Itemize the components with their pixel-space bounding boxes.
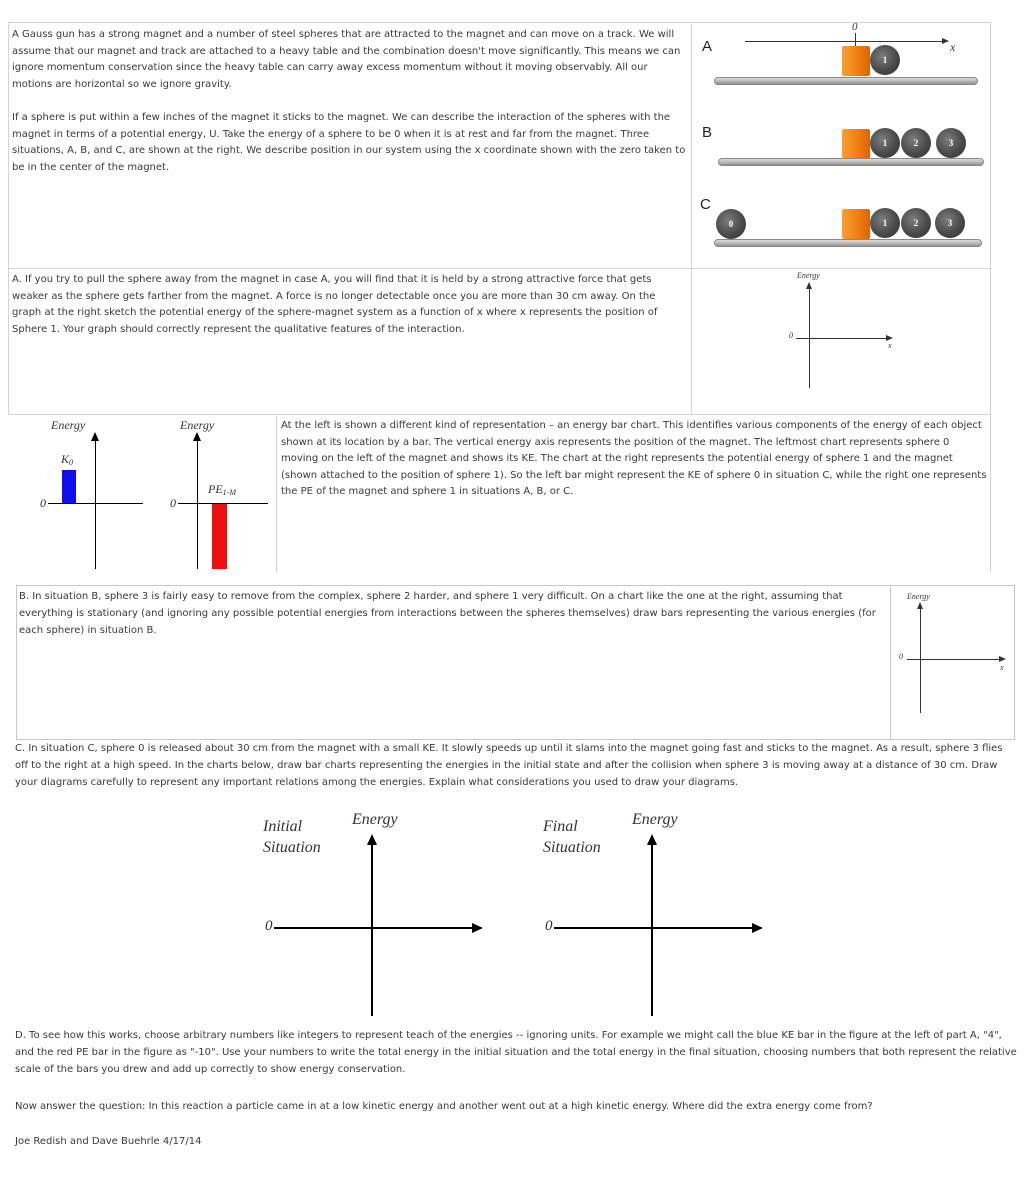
track-c bbox=[714, 239, 982, 247]
x-axis-zero-label: 0 bbox=[852, 21, 858, 33]
part-b-x-axis bbox=[907, 659, 1001, 660]
magnet-b bbox=[842, 129, 870, 159]
part-a-x-axis bbox=[796, 338, 888, 339]
final-x-axis bbox=[554, 927, 754, 929]
initial-ylabel: Energy bbox=[352, 811, 398, 828]
bar-chart-explanation: At the left is shown a different kind of representation – an energy bar chart. This identifies various components of the energy of each object shown at its location by a bar. The vertical energy axis represents the position of the magnet. The leftmost chart represents sphere 0 moving on the left of the magnet and shows its KE. The chart at the right represents the potential energy of sphere 1 and the magnet (shown attached to the position of sphere 1). So the left bar might represent the KE of sphere 0 in situation C, while the right one represents the PE of the magnet and sphere 1 in situations A, B, or C. bbox=[281, 420, 987, 498]
initial-label-line-2: Situation bbox=[263, 839, 321, 856]
track-a bbox=[714, 77, 978, 85]
sphere-c-1: 1 bbox=[870, 208, 900, 238]
sphere-b-1: 1 bbox=[870, 128, 900, 158]
table-row-divider-1 bbox=[8, 268, 991, 269]
table-border-left bbox=[8, 22, 9, 414]
sphere-c-2: 2 bbox=[901, 208, 931, 238]
magnet-c bbox=[842, 209, 870, 239]
table-row-divider-2 bbox=[8, 414, 991, 415]
ke-bar bbox=[62, 470, 76, 503]
bar-chart-left-ylabel: Energy bbox=[51, 418, 86, 432]
table-border-top bbox=[8, 22, 991, 23]
situation-b-label: B bbox=[702, 124, 713, 141]
part-b-graph-x: x bbox=[1000, 663, 1004, 672]
pe-bar-label-main: PE bbox=[208, 482, 223, 496]
part-a-graph-zero: 0 bbox=[789, 331, 793, 340]
sphere-c-3: 3 bbox=[935, 208, 965, 238]
part-d-text: D. To see how this works, choose arbitrary numbers like integers to represent teach of the energies -- ignoring units. For example we might call the blue KE bar in the figure at the left of part A, "4", and the red PE bar in the figure as "-10". Use your numbers to write the total energy in the initial situation and the total energy in the final situation, choosing numbers that both represent the relative scale of the bars you drew and add up correctly to show energy conservation. bbox=[15, 1030, 1017, 1075]
part-a-graph-x: x bbox=[888, 341, 892, 350]
bar-chart-left-y-axis bbox=[95, 440, 96, 569]
situation-c-label: C bbox=[700, 196, 711, 213]
pe-bar-label bbox=[208, 482, 236, 497]
magnet-a bbox=[842, 46, 870, 76]
bar-chart-right-zero: 0 bbox=[170, 496, 176, 510]
pe-bar-label-sub: 1-M bbox=[222, 488, 236, 497]
final-question: Now answer the question: In this reaction a particle came in at a low kinetic energy and another went out at a high kinetic energy. Where did the extra energy come from? bbox=[15, 1101, 873, 1112]
final-y-axis bbox=[651, 843, 653, 1016]
initial-x-axis bbox=[274, 927, 474, 929]
bar-chart-left-zero: 0 bbox=[40, 496, 46, 510]
part-b-text: B. In situation B, sphere 3 is fairly easy to remove from the complex, sphere 2 harder, and sphere 1 very difficult. On a chart like the one at the right, assuming that everything is stationary (and ignoring any possible potential energies from interactions between the spheres themselves) draw bars representing the various energies (for each sphere) in situation B. bbox=[19, 591, 876, 636]
initial-label bbox=[263, 816, 321, 858]
table-border-right bbox=[990, 22, 991, 572]
part-b-y-axis bbox=[920, 608, 921, 713]
intro-paragraph-1: A Gauss gun has a strong magnet and a number of steel spheres that are attracted to the magnet and can move on a track. We will assume that our magnet and track are attached to a heavy table and the combination doesn't move significantly. This means we can ignore momentum conservation since the heavy table can carry away excess momentum without it moving observably. All our motions are horizontal so we ignore gravity. bbox=[12, 29, 681, 90]
final-label-line-1: Final bbox=[543, 818, 578, 835]
final-label-line-2: Situation bbox=[543, 839, 601, 856]
final-ylabel: Energy bbox=[632, 811, 678, 828]
part-b-x-arrow-icon bbox=[999, 656, 1006, 662]
sphere-c-0: 0 bbox=[716, 209, 746, 239]
part-c-text: C. In situation C, sphere 0 is released about 30 cm from the magnet with a small KE. It slowly speeds up until it slams into the magnet going fast and sticks to the magnet. As a result, sphere 3 flies off to the right at a high speed. In the charts below, draw bar charts representing the energies in the initial state and after the collision when sphere 3 is moving away at a distance of 30 cm. Draw your diagrams carefully to represent any important relations among the energies. Explain what considerations you used to draw your diagrams. bbox=[15, 743, 1003, 788]
final-zero: 0 bbox=[545, 918, 553, 934]
part-b-graph-zero: 0 bbox=[899, 652, 903, 661]
sphere-b-2: 2 bbox=[901, 128, 931, 158]
track-b bbox=[718, 158, 984, 166]
bar-chart-right-ylabel: Energy bbox=[180, 418, 215, 432]
initial-label-line-1: Initial bbox=[263, 818, 303, 835]
sphere-b-3: 3 bbox=[936, 128, 966, 158]
intro-paragraph-2: If a sphere is put within a few inches of the magnet it sticks to the magnet. We can describe the interaction of the spheres with the magnet in terms of a potential energy, U. Take the energy of a sphere to be 0 when it is at rest and far from the magnet. Three situations, A, B, and C, are shown at the right. We describe position in our system using the x coordinate shown with the zero taken to be in the center of the magnet. bbox=[12, 112, 686, 173]
initial-y-axis bbox=[371, 843, 373, 1016]
table-divider-bar bbox=[276, 414, 277, 572]
part-b-graph-ylabel: Energy bbox=[907, 592, 930, 601]
x-axis-arrow-icon bbox=[942, 38, 949, 44]
ke-bar-label-main: K bbox=[61, 452, 70, 466]
part-b-divider bbox=[890, 585, 891, 740]
x-axis-line bbox=[745, 41, 945, 42]
author-credit: Joe Redish and Dave Buehrle 4/17/14 bbox=[15, 1136, 202, 1147]
initial-zero: 0 bbox=[265, 918, 273, 934]
table-divider-mid bbox=[691, 22, 692, 414]
situation-a-label: A bbox=[702, 38, 713, 55]
final-label bbox=[543, 816, 601, 858]
final-x-arrow-icon bbox=[752, 923, 763, 933]
pe-bar bbox=[212, 504, 227, 569]
initial-x-arrow-icon bbox=[472, 923, 483, 933]
ke-bar-label-sub: 0 bbox=[69, 458, 74, 467]
x-axis-label: x bbox=[950, 40, 956, 54]
part-a-text: A. If you try to pull the sphere away from the magnet in case A, you will find that it is held by a strong attractive force that gets weaker as the sphere gets farther from the magnet. A force is no longer detectable once you are more than 30 cm away. On the graph at the right sketch the potential energy of the sphere-magnet system as a function of x where x represents the position of Sphere 1. Your graph should correctly represent the qualitative features of the interaction. bbox=[12, 274, 658, 335]
ke-bar-label bbox=[61, 452, 73, 467]
sphere-a-1: 1 bbox=[870, 45, 900, 75]
bar-chart-right-y-axis bbox=[197, 440, 198, 569]
x-axis-tick bbox=[855, 33, 856, 47]
part-a-graph-ylabel: Energy bbox=[797, 271, 820, 280]
bar-chart-left-x-axis bbox=[48, 503, 143, 504]
